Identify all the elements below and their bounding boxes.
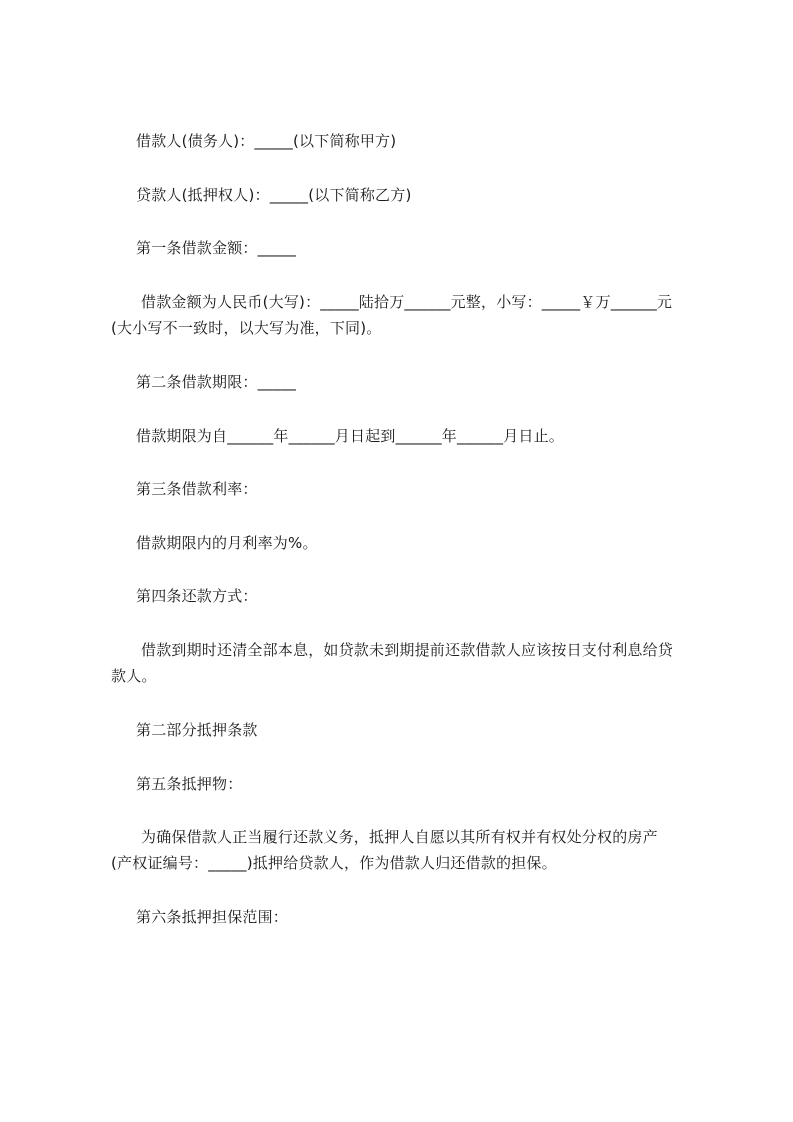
article-5-heading: 第五条抵押物： (136, 775, 243, 793)
article-6-heading: 第六条抵押担保范围： (136, 908, 289, 926)
interest-rate-line: 借款期限内的月利率为%。 (136, 534, 318, 552)
article-1-heading: 第一条借款金额：_____ (136, 239, 297, 257)
article-4-heading: 第四条还款方式： (136, 587, 258, 605)
repayment-line-cont: 款人。 (111, 667, 157, 685)
repayment-line: 借款到期时还清全部本息，如贷款未到期提前还款借款人应该按日支付利息给贷 (141, 641, 674, 659)
borrower-line: 借款人(债务人)：_____(以下简称甲方) (136, 132, 397, 150)
loan-amount-line: 借款金额为人民币(大写)：_____陆拾万______元整，小写：_____￥万______元 (141, 293, 673, 311)
article-3-heading: 第三条借款利率： (136, 480, 258, 498)
loan-amount-note: (大小写不一致时，以大写为准，下同)。 (111, 319, 382, 337)
lender-line: 贷款人(抵押权人)：_____(以下简称乙方) (136, 186, 412, 204)
article-2-heading: 第二条借款期限：_____ (136, 373, 297, 391)
collateral-line: 为确保借款人正当履行还款义务，抵押人自愿以其所有权并有权处分权的房产 (141, 828, 658, 846)
loan-term-line: 借款期限为自______年______月日起到______年______月日止。 (136, 427, 565, 445)
collateral-line-cont: (产权证编号：_____)抵押给贷款人，作为借款人归还借款的担保。 (111, 854, 557, 872)
part-2-heading: 第二部分抵押条款 (136, 721, 258, 739)
